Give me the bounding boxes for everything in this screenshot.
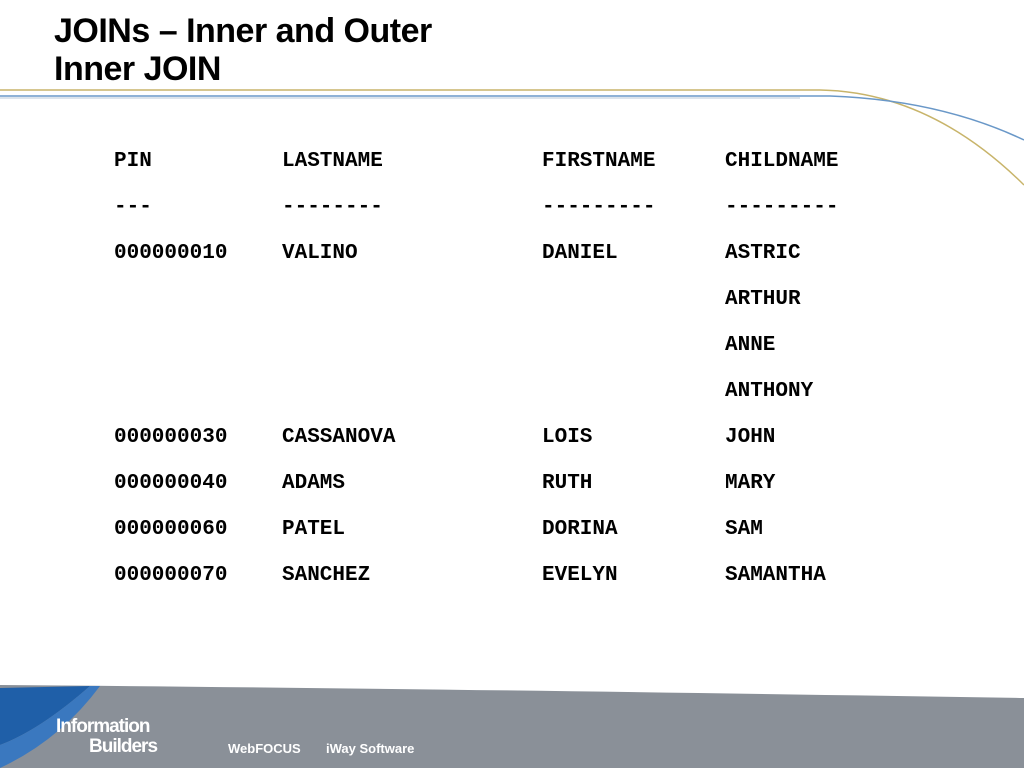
- cell-pin: 000000070: [114, 563, 228, 587]
- table-row: [114, 552, 925, 598]
- table-row: [114, 460, 925, 506]
- cell-pin: 000000030: [114, 425, 228, 449]
- cell-childname: SAM: [725, 517, 763, 541]
- cell-firstname: EVELYN: [542, 563, 618, 587]
- cell-lastname: [282, 368, 542, 414]
- separator-childname: ---------: [725, 195, 839, 219]
- cell-pin: [114, 368, 282, 414]
- header-pin: PIN: [114, 149, 152, 173]
- product-webfocus: WebFOCUS: [228, 741, 301, 756]
- cell-pin: [114, 322, 282, 368]
- cell-firstname: [542, 368, 725, 414]
- brand-logo-line-1: Information: [56, 716, 150, 737]
- title-line-1: JOINs – Inner and Outer: [54, 12, 432, 50]
- table-row: [114, 506, 925, 552]
- cell-pin: 000000010: [114, 241, 228, 265]
- cell-lastname: SANCHEZ: [282, 563, 371, 587]
- separator-firstname: ---------: [542, 195, 656, 219]
- table-row: [114, 368, 925, 414]
- cell-childname: ASTRIC: [725, 241, 801, 265]
- cell-pin: 000000040: [114, 471, 228, 495]
- query-result-table: [114, 138, 925, 598]
- cell-lastname: PATEL: [282, 517, 346, 541]
- cell-childname: ANTHONY: [725, 379, 814, 403]
- table-row: [114, 276, 925, 322]
- cell-pin: 000000060: [114, 517, 228, 541]
- cell-firstname: RUTH: [542, 471, 593, 495]
- cell-lastname: ADAMS: [282, 471, 346, 495]
- brand-logo-line-2: Builders: [89, 736, 158, 757]
- cell-pin: [114, 276, 282, 322]
- cell-firstname: DANIEL: [542, 241, 618, 265]
- table-row: [114, 322, 925, 368]
- table-row: [114, 414, 925, 460]
- table-row: [114, 230, 925, 276]
- cell-childname: MARY: [725, 471, 776, 495]
- cell-childname: ARTHUR: [725, 287, 801, 311]
- product-iway: iWay Software: [326, 741, 415, 756]
- slide-title: [54, 12, 432, 88]
- header-firstname: FIRSTNAME: [542, 149, 656, 173]
- cell-lastname: [282, 276, 542, 322]
- cell-firstname: LOIS: [542, 425, 593, 449]
- header-row: [114, 138, 925, 184]
- separator-pin: ---: [114, 195, 152, 219]
- cell-firstname: DORINA: [542, 517, 618, 541]
- cell-childname: JOHN: [725, 425, 776, 449]
- cell-firstname: [542, 322, 725, 368]
- cell-firstname: [542, 276, 725, 322]
- cell-childname: SAMANTHA: [725, 563, 826, 587]
- header-childname: CHILDNAME: [725, 149, 839, 173]
- cell-lastname: VALINO: [282, 241, 358, 265]
- title-line-2: Inner JOIN: [54, 50, 221, 88]
- header-lastname: LASTNAME: [282, 149, 383, 173]
- cell-childname: ANNE: [725, 333, 776, 357]
- separator-row: [114, 184, 925, 230]
- cell-lastname: [282, 322, 542, 368]
- separator-lastname: --------: [282, 195, 383, 219]
- cell-lastname: CASSANOVA: [282, 425, 396, 449]
